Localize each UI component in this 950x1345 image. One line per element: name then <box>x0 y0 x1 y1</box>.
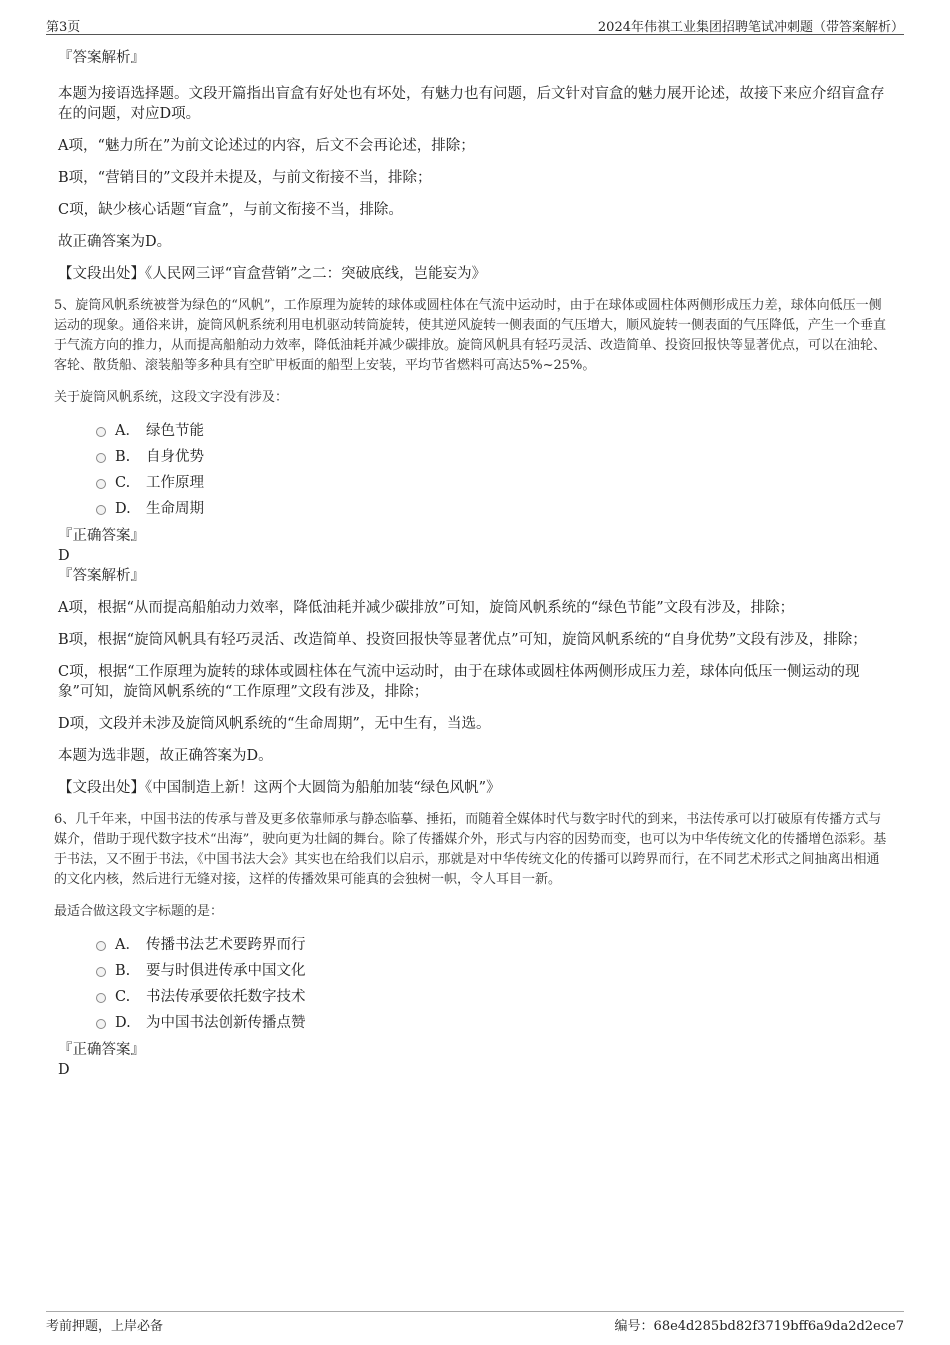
question-5-prompt: 关于旋筒风帆系统，这段文字没有涉及： <box>54 390 289 405</box>
analysis-heading: 『答案解析』 <box>58 568 145 584</box>
radio-button-icon[interactable] <box>96 427 106 437</box>
radio-button-icon[interactable] <box>96 505 106 515</box>
option-b[interactable]: B. 要与时俱进传承中国文化 <box>96 958 892 984</box>
page-number: 第3页 <box>46 20 81 35</box>
option-c[interactable]: C. 工作原理 <box>96 470 892 496</box>
analysis-option-a: A项，根据“从而提高船舶动力效率，降低油耗并减少碳排放”可知，旋筒风帆系统的“绿色节能”文段有涉及，排除； <box>58 600 795 616</box>
analysis-heading: 『答案解析』 <box>58 50 145 66</box>
analysis-conclusion: 故正确答案为D。 <box>58 234 172 250</box>
page-footer <box>46 1311 904 1334</box>
page-header <box>46 14 904 35</box>
option-d[interactable]: D. 为中国书法创新传播点赞 <box>96 1010 892 1036</box>
option-a[interactable]: A． 传播书法艺术要跨界而行 <box>96 932 892 958</box>
analysis-text: 本题为接语选择题。文段开篇指出盲盒有好处也有坏处，有魅力也有问题，后文针对盲盒的魅力展开论述，故接下来应介绍盲盒存在的问题，对应D项。 <box>58 86 885 122</box>
question-6-options <box>54 932 892 1036</box>
question-6-prompt: 最适合做这段文字标题的是： <box>54 904 224 919</box>
analysis-option-c: C项，根据“工作原理为旋转的球体或圆柱体在气流中运动时，由于在球体或圆柱体两侧形成压力差，球体向低压一侧运动的现象”可知，旋筒风帆系统的“工作原理”文段有涉及，排除； <box>58 664 860 700</box>
passage-source: 【文段出处】《中国制造上新！这两个大圆筒为船舶加装“绿色风帆”》 <box>58 780 501 796</box>
correct-answer-heading: 『正确答案』 <box>58 1042 145 1058</box>
correct-answer: D <box>58 548 70 564</box>
analysis-conclusion: 本题为选非题，故正确答案为D。 <box>58 748 273 764</box>
radio-button-icon[interactable] <box>96 993 106 1003</box>
option-d[interactable]: D. 生命周期 <box>96 496 892 522</box>
footer-slogan: 考前押题，上岸必备 <box>46 1319 164 1334</box>
radio-button-icon[interactable] <box>96 479 106 489</box>
correct-answer-heading: 『正确答案』 <box>58 528 145 544</box>
option-a[interactable]: A． 绿色节能 <box>96 418 892 444</box>
analysis-option-c: C项，缺少核心话题“盲盒”，与前文衔接不当，排除。 <box>58 202 403 218</box>
option-c[interactable]: C. 书法传承要依托数字技术 <box>96 984 892 1010</box>
radio-button-icon[interactable] <box>96 967 106 977</box>
passage-source: 【文段出处】《人民网三评“盲盒营销”之二：突破底线，岂能妄为》 <box>58 266 487 282</box>
analysis-option-b: B项，“营销目的”文段并未提及，与前文衔接不当，排除； <box>58 170 432 186</box>
correct-answer: D <box>58 1062 70 1078</box>
analysis-option-d: D项，文段并未涉及旋筒风帆系统的“生命周期”，无中生有，当选。 <box>58 716 491 732</box>
radio-button-icon[interactable] <box>96 941 106 951</box>
question-5-stem: 5、旋筒风帆系统被誉为绿色的“风帆”，工作原理为旋转的球体或圆柱体在气流中运动时，由于在球体或圆柱体两侧形成压力差，球体向低压一侧运动的现象。通俗来讲，旋筒风帆系统利用电机驱动转筒旋转，使其逆风旋转一侧表面的气压增大，顺风旋转一侧表面的气压降低，产生一个垂直于气流方向的推力，从而提高船舶动力效率，降低油耗并减少碳排放。旋筒风帆具有轻巧灵活、改造简单、投资回报快等显著优点，可以在油轮、客轮、散货船、滚装船等多种具有空旷甲板面的船型上安装，平均节省燃料可高达5%~25%。 <box>54 298 887 373</box>
option-b[interactable]: B. 自身优势 <box>96 444 892 470</box>
question-5-options <box>54 418 892 522</box>
analysis-option-b: B项，根据“旋筒风帆具有轻巧灵活、改造简单、投资回报快等显著优点”可知，旋筒风帆系统的“自身优势”文段有涉及，排除； <box>58 632 867 648</box>
document-title: 2024年伟祺工业集团招聘笔试冲刺题（带答案解析） <box>597 20 904 35</box>
question-6-stem: 6、几千年来，中国书法的传承与普及更多依靠师承与静态临摹、捶拓，而随着全媒体时代与数字时代的到来，书法传承可以打破原有传播方式与媒介，借助于现代数字技术“出海”，驶向更为壮阔的舞台。除了传播媒介外，形式与内容的因势而变，也可以为中华传统文化的传播增色添彩。基于书法，又不囿于书法，《中国书法大会》其实也在给我们以启示，那就是对中华传统文化的传播可以跨界而行，在不同艺术形式之间抽离出相通的文化内核，然后进行无缝对接，这样的传播效果可能真的会独树一帜，令人耳目一新。 <box>54 812 887 887</box>
analysis-option-a: A项，“魅力所在”为前文论述过的内容，后文不会再论述，排除； <box>58 138 475 154</box>
document-id: 编号：68e4d285bd82f3719bff6a9da2d2ece7 <box>614 1319 904 1334</box>
page-content <box>54 42 892 1080</box>
radio-button-icon[interactable] <box>96 1019 106 1029</box>
radio-button-icon[interactable] <box>96 453 106 463</box>
